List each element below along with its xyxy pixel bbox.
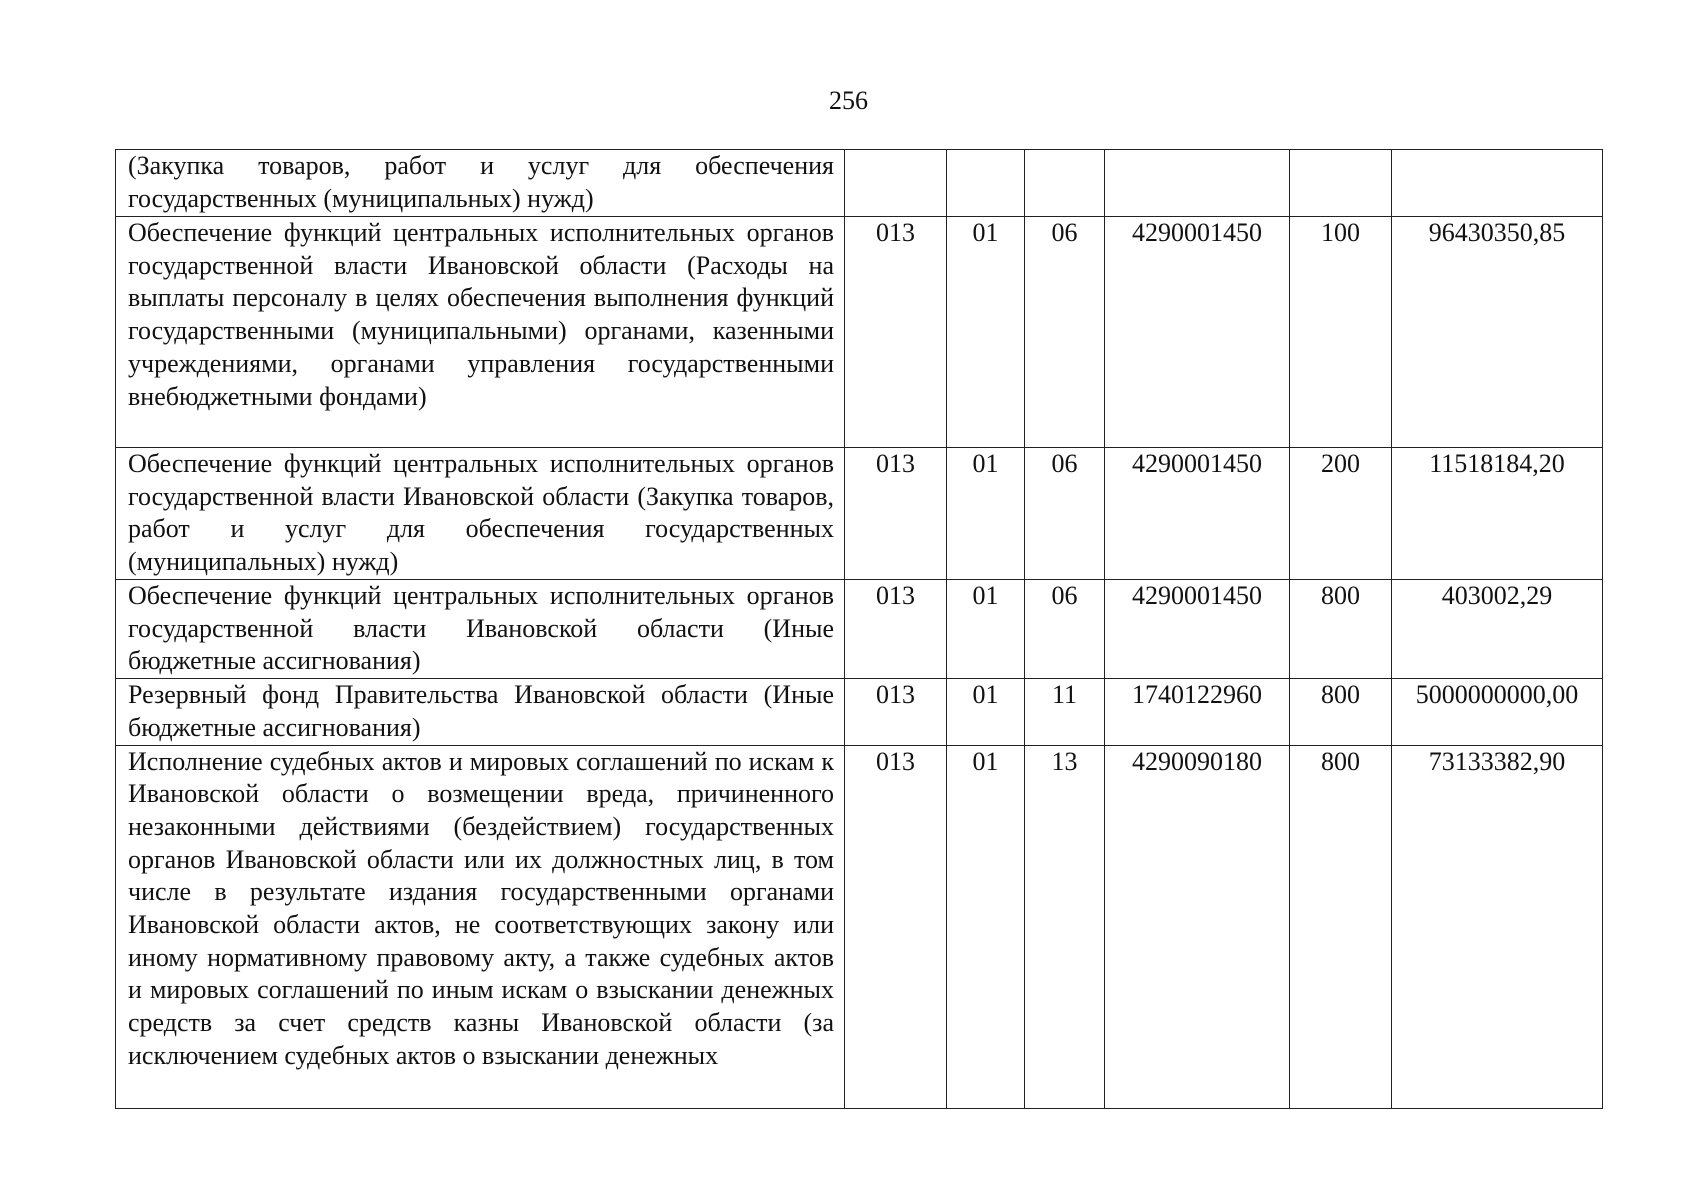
row-code: 013 — [845, 217, 947, 448]
row-expense-type: 800 — [1290, 679, 1392, 745]
row-section: 01 — [947, 217, 1025, 448]
budget-table — [115, 149, 1603, 1109]
row-section: 01 — [947, 745, 1025, 1108]
row-code: 013 — [845, 448, 947, 580]
row-target: 4290001450 — [1105, 580, 1290, 679]
row-expense-type — [1290, 150, 1392, 217]
table-row — [116, 580, 1603, 679]
row-description: Исполнение судебных актов и мировых соглашений по искам к Ивановской области о возмещении вреда, причиненного незаконными действиями (бездействием) государственных органов Ивановской области или их должностных лиц, в том числе в результате издания государственными органами Ивановской области актов, не соответствующих закону или иному нормативному правовому акту, а также судебных актов и мировых соглашений по иным искам о взыскании денежных средств за счет средств казны Ивановской области (за исключением судебных актов о взыскании денежных — [116, 745, 845, 1108]
row-expense-type: 800 — [1290, 745, 1392, 1108]
row-subsection: 06 — [1025, 580, 1105, 679]
row-section: 01 — [947, 448, 1025, 580]
row-expense-type: 800 — [1290, 580, 1392, 679]
row-amount: 11518184,20 — [1392, 448, 1603, 580]
row-code: 013 — [845, 745, 947, 1108]
table-row — [116, 150, 1603, 217]
table-row — [116, 745, 1603, 1108]
row-expense-type: 100 — [1290, 217, 1392, 448]
table-row — [116, 217, 1603, 448]
row-target: 4290001450 — [1105, 448, 1290, 580]
row-amount: 5000000000,00 — [1392, 679, 1603, 745]
row-amount: 96430350,85 — [1392, 217, 1603, 448]
row-description: (Закупка товаров, работ и услуг для обеспечения государственных (муниципальных) нужд) — [116, 150, 845, 217]
row-subsection: 13 — [1025, 745, 1105, 1108]
row-section: 01 — [947, 580, 1025, 679]
page-number: 256 — [829, 86, 868, 115]
row-section — [947, 150, 1025, 217]
table-row — [116, 679, 1603, 745]
row-amount — [1392, 150, 1603, 217]
row-target: 1740122960 — [1105, 679, 1290, 745]
row-code — [845, 150, 947, 217]
table-row — [116, 448, 1603, 580]
row-description: Обеспечение функций центральных исполнительных органов государственной власти Ивановской области (Закупка товаров, работ и услуг для обеспечения государственных (муниципальных) нужд) — [116, 448, 845, 580]
row-expense-type: 200 — [1290, 448, 1392, 580]
row-amount: 73133382,90 — [1392, 745, 1603, 1108]
row-subsection — [1025, 150, 1105, 217]
row-target: 4290090180 — [1105, 745, 1290, 1108]
row-target — [1105, 150, 1290, 217]
row-code: 013 — [845, 679, 947, 745]
row-subsection: 11 — [1025, 679, 1105, 745]
row-amount: 403002,29 — [1392, 580, 1603, 679]
row-subsection: 06 — [1025, 217, 1105, 448]
row-description: Обеспечение функций центральных исполнительных органов государственной власти Ивановской области (Расходы на выплаты персоналу в целях обеспечения выполнения функций государственными (муниципальными) органами, казенными учреждениями, органами управления государственными внебюджетными фондами) — [116, 217, 845, 448]
row-description: Резервный фонд Правительства Ивановской области (Иные бюджетные ассигнования) — [116, 679, 845, 745]
row-code: 013 — [845, 580, 947, 679]
row-subsection: 06 — [1025, 448, 1105, 580]
row-target: 4290001450 — [1105, 217, 1290, 448]
row-description: Обеспечение функций центральных исполнительных органов государственной власти Ивановской области (Иные бюджетные ассигнования) — [116, 580, 845, 679]
row-section: 01 — [947, 679, 1025, 745]
